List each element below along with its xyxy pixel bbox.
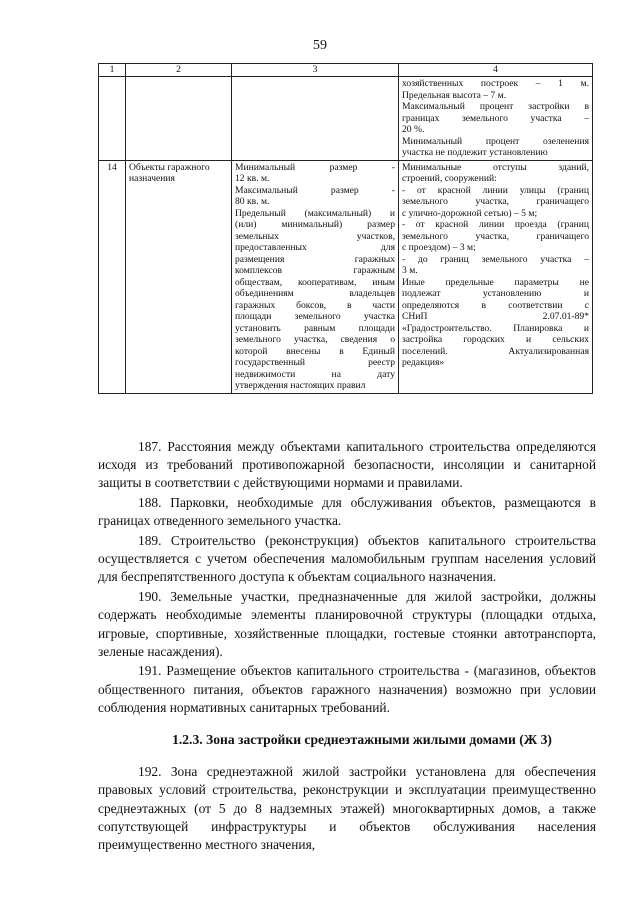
paragraph-188: 188. Парковки, необходимые для обслуживания объектов, размещаются в границах отведенного земельного участка. [98,495,596,529]
cell-line: утверждения настоящих правил [235,380,366,391]
table-cell [126,77,232,161]
cell-line: Максимальный размер - [235,184,395,196]
table-header-row [99,64,593,77]
cell-line: Максимальный процент застройки в [402,101,589,112]
cell-line: застройка городских и сельских [402,334,589,345]
header-cell: 2 [126,64,232,77]
row-size-limits [232,160,399,393]
cell-line: обществам, кооперативам, иным [235,276,395,288]
cell-line: Минимальный процент озеленения [402,135,589,147]
cell-line: с улично-дорожной сетью) – 5 м; [402,207,538,219]
table-row-14 [99,160,593,393]
row-setbacks [399,160,593,393]
cell-line: участка не подлежит установлению [402,147,548,158]
cell-line: 12 кв. м. [235,173,270,184]
cell-line: гаражных боксов, в части [235,299,395,311]
section-heading: 1.2.3. Зона застройки среднеэтажными жилыми домами (Ж 3) [172,732,552,748]
row-object-type: Объекты гаражного назначения [126,160,232,393]
cell-line: земельного участка, граничащего [402,230,589,242]
table-row-continuation [99,77,593,161]
cell-line: - от красной линии проезда (границ [402,219,589,230]
cell-line: 3 м. [402,265,418,276]
cell-line: - до границ земельного участка – [402,253,589,265]
paragraph-190: 190. Земельные участки, предназначенные для жилой застройки, должны содержать необходимые элементы планировочной структуры (площадки отдыха, игровые, спортивные, хозяйственные площадки, гостевые стоянки автотранспорта, зеленые насаждения). [98,589,596,659]
cell-line: Предельный (максимальный) и [235,207,395,219]
cell-line: редакция» [402,357,445,368]
cell-line: размещения гаражных [235,253,395,265]
cell-line: Минимальный размер - [235,161,395,173]
cell-line: объединениям владельцев [235,288,395,299]
cell-line: подлежат установлению и [402,288,589,299]
cell-line: СНиП 2.07.01-89* [402,311,589,322]
cell-line: (или) минимальный) размер [235,219,395,230]
paragraph-187: 187. Расстояния между объектами капитального строительства определяются исходя из требований противопожарной безопасности, инсоляции и санитарной защиты в соответствии с действующими нормами и правилами. [98,439,596,491]
paragraph-192: 192. Зона среднеэтажной жилой застройки установлена для обеспечения правовых условий строительства, реконструкции и эксплуатации преимущественно среднеэтажных (от 5 до 8 надземных этажей) многоквартирных домов, а также сопутствующей инфраструктуры и объектов обслуживания населения преимущественно местного значения, [98,764,596,853]
cell-line: хозяйственных построек – 1 м. [402,78,589,89]
header-cell: 1 [99,64,126,77]
cell-line: земельного участка, сведения о [235,334,395,345]
cell-line: установить равным площади [235,322,395,334]
cell-line: поселений. Актуализированная [402,345,589,357]
cell-line: земельных участков, [235,230,395,242]
body-text [98,438,596,856]
cell-line: недвижимости на дату [235,368,395,380]
cell-line: площади земельного участка [235,311,395,322]
header-cell: 3 [232,64,399,77]
cell-line: 20 %. [402,124,425,135]
page-number: 59 [313,38,327,53]
cell-line: 80 кв. м. [235,196,270,207]
cell-line: с проездом) – 3 м; [402,242,476,253]
cell-line: границах земельного участка – [402,112,589,124]
cell-line: земельного участка, граничащего [402,196,589,207]
cell-line: - от красной линии улицы (границ [402,184,589,196]
table-cell [99,77,126,161]
table-cell-continuation [399,77,593,161]
cell-line: Предельная высота – 7 м. [402,89,507,101]
cell-line: Минимальные отступы зданий, [402,161,589,173]
regulations-table [98,63,593,394]
row-number: 14 [99,160,126,393]
cell-line: строений, сооружений: [402,173,497,184]
cell-line: Иные предельные параметры не [402,276,589,288]
table-cell [232,77,399,161]
paragraph-191: 191. Размещение объектов капитального строительства - (магазинов, объектов общественного питания, объектов гаражного назначения) возможно при условии соблюдения нормативных санитарных требований. [98,663,596,715]
paragraph-189: 189. Строительство (реконструкция) объектов капитального строительства осуществляется с учетом обеспечения маломобильным группам населения условий для беспрепятственного доступа к объектам социального назначения. [98,533,596,585]
cell-line: определяются в соответствии с [402,299,589,311]
cell-line: предоставленных для [235,242,395,253]
cell-line: комплексов гаражным [235,265,395,276]
cell-line: которой внесены в Единый [235,345,395,357]
cell-line: «Градостроительство. Планировка и [402,322,589,334]
cell-line: государственный реестр [235,357,395,368]
header-cell: 4 [399,64,593,77]
